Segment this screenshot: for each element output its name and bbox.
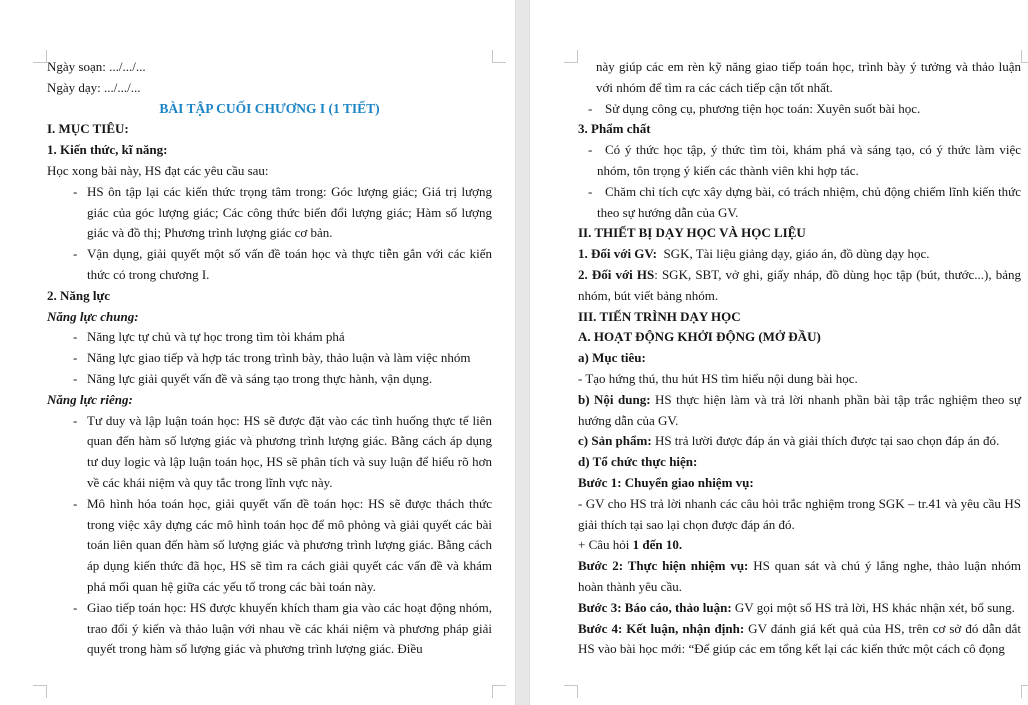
text-segment: Năng lực tự chủ và tự học trong tìm tòi khám phá bbox=[87, 329, 345, 345]
paragraph bbox=[578, 119, 1021, 140]
page-1-text-area[interactable] bbox=[47, 57, 492, 660]
list-item bbox=[578, 99, 1021, 120]
text-segment: HS quan sát và chú ý lắng nghe, thảo luận nhóm hoàn thành yêu cầu. bbox=[578, 558, 1021, 594]
text-segment: 1 đến 10. bbox=[632, 537, 683, 553]
paragraph bbox=[47, 390, 492, 411]
text-segment: Năng lực chung: bbox=[47, 308, 139, 324]
paragraph bbox=[47, 307, 492, 328]
text-segment: Sử dụng công cụ, phương tiện học toán: Xuyên suốt bài học. bbox=[605, 100, 921, 116]
dash-bullet-icon: - bbox=[588, 100, 593, 116]
dash-bullet-icon: - bbox=[73, 350, 78, 366]
margin-crop-mark-icon bbox=[492, 50, 506, 63]
text-segment: 1. Kiến thức, kĩ năng: bbox=[47, 142, 168, 158]
paragraph bbox=[578, 494, 1021, 536]
text-segment: BÀI TẬP CUỐI CHƯƠNG I (1 TIẾT) bbox=[159, 100, 380, 116]
text-segment: + Câu hỏi bbox=[578, 537, 633, 553]
text-segment: HS ôn tập lại các kiến thức trọng tâm trong: Góc lượng giác; Giá trị lượng giác của góc lượng giác; Các công thức biến đổi lượng giác; Hàm số lượng giác và đồ thị; Phương trình lượng giác cơ bản. bbox=[87, 183, 492, 241]
paragraph bbox=[578, 369, 1021, 390]
margin-crop-mark-icon bbox=[564, 685, 578, 698]
text-segment: Chăm chỉ tích cực xây dựng bài, có trách nhiệm, chủ động chiếm lĩnh kiến thức theo sự hướng dẫn của GV. bbox=[597, 183, 1021, 220]
paragraph bbox=[578, 244, 1021, 265]
text-segment: 2. Năng lực bbox=[47, 287, 111, 303]
paragraph bbox=[578, 57, 1021, 99]
text-segment: b) Nội dung: bbox=[578, 391, 651, 407]
text-segment: - GV cho HS trả lời nhanh các câu hỏi trắc nghiệm trong SGK – tr.41 và yêu cầu HS giải thích tại sao lại chọn được đáp án đó. bbox=[578, 495, 1021, 532]
text-segment: II. THIẾT BỊ DẠY HỌC VÀ HỌC LIỆU bbox=[578, 225, 806, 241]
paragraph bbox=[47, 286, 492, 307]
text-segment: SGK, Tài liệu giảng dạy, giáo án, đồ dùng dạy học. bbox=[656, 246, 930, 262]
text-segment: GV đánh giá kết quả của HS, trên cơ sở đó dẫn dắt HS vào bài học mới: “Để giúp các em tổng kết lại các kiến thức một cách cô đọng bbox=[578, 620, 1021, 657]
text-segment: Mô hình hóa toán học, giải quyết vấn đề toán học: HS sẽ được thách thức trong việc xây dựng các mô hình toán học để mô phỏng và giải quyết các bài toán liên quan đến hàm số lượng giác và phương trình lượng giác. Bằng cách áp dụng kiến thức đã học, HS sẽ tìm ra cách giải quyết các vấn đề và khám phá mối quan hệ giữa các yếu tố trong các bài toán này. bbox=[87, 495, 492, 594]
dash-bullet-icon: - bbox=[73, 599, 78, 615]
list-item bbox=[47, 244, 492, 286]
text-segment: Năng lực giải quyết vấn đề và sáng tạo trong thực hành, vận dụng. bbox=[87, 370, 433, 386]
dash-bullet-icon: - bbox=[73, 370, 78, 386]
list-item bbox=[47, 182, 492, 244]
text-segment: này giúp các em rèn kỹ năng giao tiếp toán học, trình bày ý tưởng và thảo luận với nhóm để tìm ra các cách tiếp cận tốt nhất. bbox=[596, 59, 1021, 95]
paragraph bbox=[578, 598, 1021, 619]
text-segment: HS trả lười được đáp án và giải thích được tại sao chọn đáp án đó. bbox=[651, 433, 1000, 449]
dash-bullet-icon: - bbox=[73, 495, 78, 511]
dash-bullet-icon: - bbox=[73, 183, 78, 199]
text-segment: d) Tổ chức thực hiện: bbox=[578, 454, 698, 470]
text-segment: GV gọi một số HS trả lời, HS khác nhận xét, bổ sung. bbox=[731, 599, 1015, 615]
text-segment: c) Sản phẩm: bbox=[578, 433, 652, 449]
paragraph bbox=[47, 78, 492, 99]
dash-bullet-icon: - bbox=[73, 246, 78, 262]
text-segment: I. MỤC TIÊU: bbox=[47, 121, 129, 137]
text-segment: Ngày soạn: .../.../... bbox=[47, 59, 146, 74]
paragraph bbox=[578, 535, 1021, 556]
dash-bullet-icon: - bbox=[73, 412, 78, 428]
paragraph bbox=[47, 140, 492, 161]
text-segment: Có ý thức học tập, ý thức tìm tòi, khám phá và sáng tạo, có ý thức làm việc nhóm, tôn trọng ý kiến các thành viên khi hợp tác. bbox=[597, 142, 1021, 178]
text-segment: a) Mục tiêu: bbox=[578, 350, 646, 366]
paragraph bbox=[47, 161, 492, 182]
text-segment: : SGK, SBT, vở ghi, giấy nháp, đồ dùng học tập (bút, thước...), bảng nhóm, bút viết bảng nhóm. bbox=[578, 266, 1021, 303]
text-segment: - Tạo hứng thú, thu hút HS tìm hiểu nội dung bài học. bbox=[578, 370, 858, 386]
page-separator bbox=[515, 0, 530, 705]
paragraph bbox=[578, 473, 1021, 494]
list-item bbox=[578, 182, 1021, 224]
text-segment: 1. Đối với GV: bbox=[578, 246, 657, 262]
text-segment: Vận dụng, giải quyết một số vấn đề toán học và thực tiễn gắn với các kiến thức có trong chương I. bbox=[87, 246, 492, 282]
text-segment: A. HOẠT ĐỘNG KHỞI ĐỘNG (MỞ ĐẦU) bbox=[578, 329, 821, 345]
list-item bbox=[578, 140, 1021, 182]
list-item bbox=[47, 369, 492, 390]
paragraph bbox=[47, 57, 492, 78]
dash-bullet-icon: - bbox=[588, 142, 593, 158]
paragraph bbox=[578, 265, 1021, 307]
paragraph bbox=[578, 556, 1021, 598]
doc-title bbox=[47, 99, 492, 120]
margin-crop-mark-icon bbox=[1021, 50, 1028, 63]
page-2-text-area[interactable] bbox=[578, 57, 1021, 660]
text-segment: Học xong bài này, HS đạt các yêu cầu sau: bbox=[47, 162, 269, 178]
text-segment: Bước 1: Chuyển giao nhiệm vụ: bbox=[578, 474, 754, 490]
list-item bbox=[47, 494, 492, 598]
paragraph bbox=[578, 307, 1021, 328]
paragraph bbox=[578, 327, 1021, 348]
margin-crop-mark-icon bbox=[564, 50, 578, 63]
text-segment: III. TIẾN TRÌNH DẠY HỌC bbox=[578, 308, 741, 324]
paragraph bbox=[578, 452, 1021, 473]
margin-crop-mark-icon bbox=[1021, 685, 1028, 698]
text-segment: Bước 4: Kết luận, nhận định: bbox=[578, 620, 745, 636]
paragraph bbox=[578, 619, 1021, 661]
text-segment: 3. Phẩm chất bbox=[578, 121, 651, 137]
paragraph bbox=[578, 390, 1021, 432]
margin-crop-mark-icon bbox=[492, 685, 506, 698]
text-segment: Giao tiếp toán học: HS được khuyến khích tham gia vào các hoạt động nhóm, trao đổi ý kiến và thảo luận với nhau về các khái niệm và phương pháp giải quyết trong hàm số lượng giác và phương trình lượng giác. Điều bbox=[87, 599, 492, 657]
text-segment: Bước 2: Thực hiện nhiệm vụ: bbox=[578, 558, 749, 574]
text-segment: HS thực hiện làm và trả lời nhanh phần bài tập trắc nghiệm theo sự hướng dẫn của GV. bbox=[578, 391, 1022, 428]
text-segment: Năng lực giao tiếp và hợp tác trong trình bày, thảo luận và làm việc nhóm bbox=[87, 350, 471, 366]
margin-crop-mark-icon bbox=[33, 50, 47, 63]
text-segment: Năng lực riêng: bbox=[47, 391, 133, 407]
text-segment: Tư duy và lập luận toán học: HS sẽ được đặt vào các tình huống thực tế liên quan đến hàm số lượng giác và phương trình lượng giác. Bằng cách áp dụng tư duy logic và lập luận toán học, HS sẽ phân tích và suy luận để hiểu rõ hơn về các khái niệm và quy tắc trong lĩnh vực này. bbox=[87, 412, 492, 490]
paragraph bbox=[578, 223, 1021, 244]
paragraph bbox=[47, 119, 492, 140]
list-item bbox=[47, 411, 492, 494]
text-segment: Ngày dạy: .../.../... bbox=[47, 79, 141, 95]
list-item bbox=[47, 598, 492, 660]
paragraph bbox=[578, 431, 1021, 452]
text-segment: 2. Đối với HS bbox=[578, 266, 655, 282]
margin-crop-mark-icon bbox=[33, 685, 47, 698]
text-segment: Bước 3: Báo cáo, thảo luận: bbox=[578, 599, 732, 615]
paragraph bbox=[578, 348, 1021, 369]
dash-bullet-icon: - bbox=[73, 329, 78, 345]
dash-bullet-icon: - bbox=[588, 183, 593, 199]
list-item bbox=[47, 348, 492, 369]
list-item bbox=[47, 327, 492, 348]
